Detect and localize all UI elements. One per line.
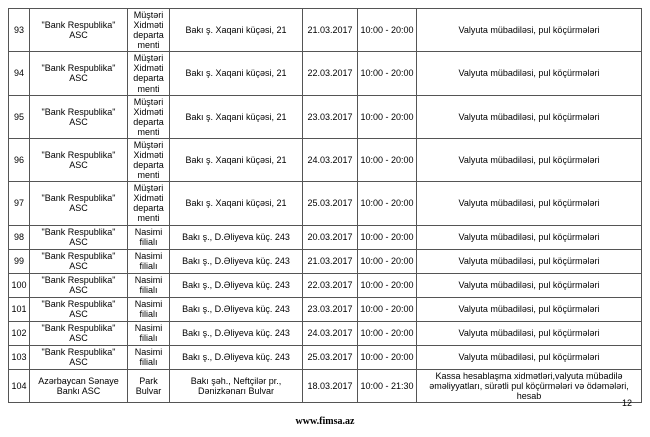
cell-bank: "Bank Respublika" ASC — [30, 182, 128, 225]
cell-time: 10:00 - 20:00 — [358, 138, 417, 181]
cell-date: 22.03.2017 — [303, 52, 358, 95]
cell-bank: "Bank Respublika" ASC — [30, 321, 128, 345]
cell-branch: Park Bulvar — [128, 369, 170, 402]
cell-address: Bakı ş., D.Əliyeva küç. 243 — [170, 225, 303, 249]
cell-num: 103 — [9, 345, 30, 369]
cell-address: Bakı ş. Xaqani küçəsi, 21 — [170, 9, 303, 52]
cell-bank: "Bank Respublika" ASC — [30, 95, 128, 138]
cell-bank: "Bank Respublika" ASC — [30, 297, 128, 321]
cell-services: Valyuta mübadiləsi, pul köçürmələri — [417, 321, 642, 345]
cell-bank: "Bank Respublika" ASC — [30, 138, 128, 181]
cell-date: 23.03.2017 — [303, 297, 358, 321]
cell-num: 96 — [9, 138, 30, 181]
table-row — [9, 369, 642, 402]
cell-services: Valyuta mübadiləsi, pul köçürmələri — [417, 182, 642, 225]
cell-address: Bakı ş. Xaqani küçəsi, 21 — [170, 182, 303, 225]
cell-services: Valyuta mübadiləsi, pul köçürmələri — [417, 95, 642, 138]
cell-time: 10:00 - 20:00 — [358, 182, 417, 225]
table-row — [9, 345, 642, 369]
cell-time: 10:00 - 20:00 — [358, 345, 417, 369]
cell-address: Bakı ş., D.Əliyeva küç. 243 — [170, 345, 303, 369]
cell-time: 10:00 - 20:00 — [358, 9, 417, 52]
cell-date: 25.03.2017 — [303, 345, 358, 369]
cell-num: 95 — [9, 95, 30, 138]
table-row — [9, 225, 642, 249]
cell-time: 10:00 - 20:00 — [358, 225, 417, 249]
page-number: 12 — [621, 398, 632, 408]
schedule-table-body — [9, 9, 642, 403]
cell-branch: Müştəri Xidməti departa menti — [128, 9, 170, 52]
table-row — [9, 95, 642, 138]
cell-branch: Nasimi filialı — [128, 225, 170, 249]
table-row — [9, 249, 642, 273]
table-row — [9, 273, 642, 297]
cell-time: 10:00 - 20:00 — [358, 273, 417, 297]
cell-time: 10:00 - 20:00 — [358, 52, 417, 95]
cell-address: Bakı ş., D.Əliyeva küç. 243 — [170, 297, 303, 321]
cell-branch: Nasimi filialı — [128, 345, 170, 369]
cell-num: 104 — [9, 369, 30, 402]
cell-time: 10:00 - 20:00 — [358, 249, 417, 273]
cell-branch: Nasimi filialı — [128, 273, 170, 297]
cell-address: Bakı ş., D.Əliyeva küç. 243 — [170, 249, 303, 273]
table-row — [9, 138, 642, 181]
cell-address: Bakı ş. Xaqani küçəsi, 21 — [170, 95, 303, 138]
cell-branch: Müştəri Xidməti departa menti — [128, 52, 170, 95]
cell-time: 10:00 - 20:00 — [358, 297, 417, 321]
cell-time: 10:00 - 20:00 — [358, 321, 417, 345]
cell-num: 97 — [9, 182, 30, 225]
cell-date: 22.03.2017 — [303, 273, 358, 297]
cell-branch: Müştəri Xidməti departa menti — [128, 95, 170, 138]
cell-num: 94 — [9, 52, 30, 95]
cell-date: 24.03.2017 — [303, 321, 358, 345]
cell-bank: "Bank Respublika" ASC — [30, 273, 128, 297]
cell-num: 101 — [9, 297, 30, 321]
footer-website: www.fimsa.az — [295, 416, 355, 427]
cell-services: Valyuta mübadiləsi, pul köçürmələri — [417, 345, 642, 369]
cell-services: Kassa hesablaşma xidmətləri,valyuta mübadilə əməliyyatları, sürətli pul köçürmələri və ödəmələri, hesab — [417, 369, 642, 402]
cell-address: Bakı ş., D.Əliyeva küç. 243 — [170, 321, 303, 345]
cell-date: 25.03.2017 — [303, 182, 358, 225]
cell-address: Bakı ş. Xaqani küçəsi, 21 — [170, 52, 303, 95]
cell-time: 10:00 - 20:00 — [358, 95, 417, 138]
cell-branch: Müştəri Xidməti departa menti — [128, 138, 170, 181]
cell-date: 21.03.2017 — [303, 249, 358, 273]
cell-address: Bakı ş., D.Əliyeva küç. 243 — [170, 273, 303, 297]
cell-services: Valyuta mübadiləsi, pul köçürmələri — [417, 138, 642, 181]
cell-services: Valyuta mübadiləsi, pul köçürmələri — [417, 52, 642, 95]
table-row — [9, 297, 642, 321]
cell-num: 93 — [9, 9, 30, 52]
cell-num: 98 — [9, 225, 30, 249]
cell-bank: "Bank Respublika" ASC — [30, 249, 128, 273]
cell-num: 102 — [9, 321, 30, 345]
cell-branch: Nasimi filialı — [128, 249, 170, 273]
cell-services: Valyuta mübadiləsi, pul köçürmələri — [417, 249, 642, 273]
cell-branch: Nasimi filialı — [128, 321, 170, 345]
cell-bank: "Bank Respublika" ASC — [30, 52, 128, 95]
cell-bank: Azərbaycan Sənaye Bankı ASC — [30, 369, 128, 402]
cell-address: Bakı şəh., Neftçilər pr., Dənizkənarı Bulvar — [170, 369, 303, 402]
cell-bank: "Bank Respublika" ASC — [30, 9, 128, 52]
cell-services: Valyuta mübadiləsi, pul köçürmələri — [417, 273, 642, 297]
cell-address: Bakı ş. Xaqani küçəsi, 21 — [170, 138, 303, 181]
cell-branch: Nasimi filialı — [128, 297, 170, 321]
cell-services: Valyuta mübadiləsi, pul köçürmələri — [417, 297, 642, 321]
cell-bank: "Bank Respublika" ASC — [30, 345, 128, 369]
cell-date: 23.03.2017 — [303, 95, 358, 138]
cell-branch: Müştəri Xidməti departa menti — [128, 182, 170, 225]
cell-services: Valyuta mübadiləsi, pul köçürmələri — [417, 225, 642, 249]
table-row — [9, 9, 642, 52]
cell-services: Valyuta mübadiləsi, pul köçürmələri — [417, 9, 642, 52]
table-row — [9, 182, 642, 225]
cell-date: 18.03.2017 — [303, 369, 358, 402]
cell-date: 24.03.2017 — [303, 138, 358, 181]
table-row — [9, 321, 642, 345]
cell-num: 99 — [9, 249, 30, 273]
table-row — [9, 52, 642, 95]
cell-num: 100 — [9, 273, 30, 297]
cell-date: 20.03.2017 — [303, 225, 358, 249]
bank-schedule-table — [8, 8, 642, 403]
cell-bank: "Bank Respublika" ASC — [30, 225, 128, 249]
cell-time: 10:00 - 21:30 — [358, 369, 417, 402]
cell-date: 21.03.2017 — [303, 9, 358, 52]
